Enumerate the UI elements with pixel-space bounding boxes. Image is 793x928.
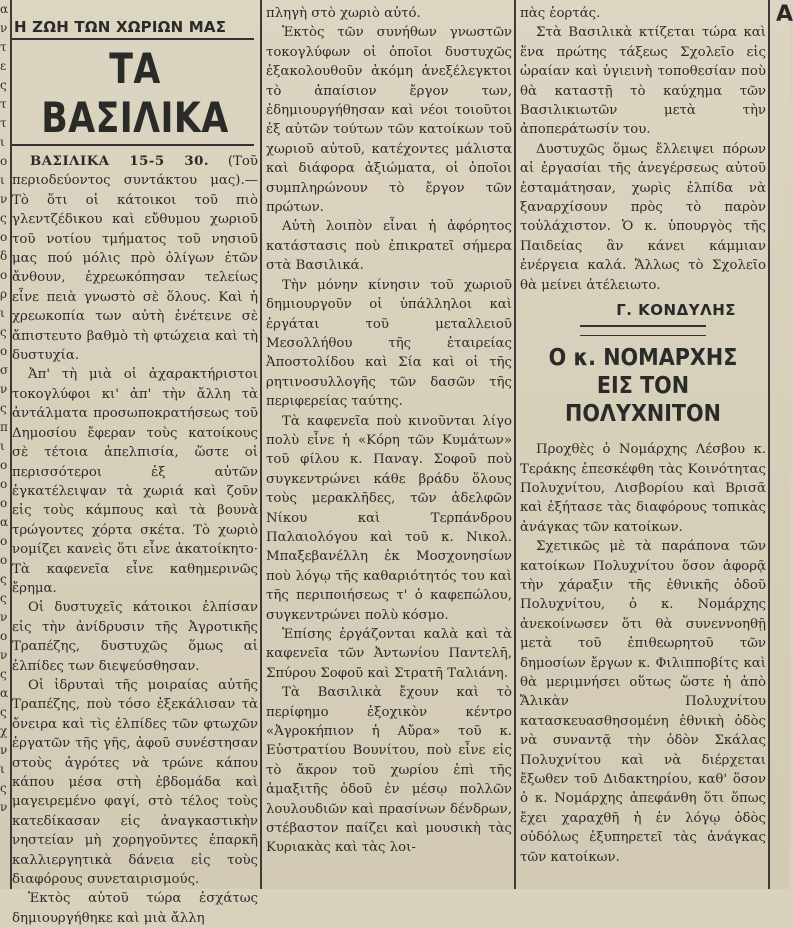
article-separator (580, 325, 706, 327)
column-1 (12, 0, 258, 926)
edge-glyph: ο (0, 534, 8, 548)
column-rule (260, 0, 262, 889)
paragraph-text: (Τοῦ περιοδεύοντος συντάκτου μας).— Τὸ ὅτι οἱ κάτοικοι τοῦ πιὸ γλεντζέδικου καὶ εὔθυμου χωριοῦ τοῦ νοτίου τμήματος τοῦ νησιοῦ μας πού μόλις πρὸ ὀλίγων ἐτῶν ἄνθουν, ἐχρεωκόπησαν τελείως εἶνε πειὰ γνωστὸ σὲ ὅλους. Καὶ ἡ χρεωκοπία των αὐτὴ ἐνέτεινε σὲ ἄπιστευτο βαθμὸ τὴ φτώχεια καὶ τὴ δυστυχία. (12, 154, 258, 364)
edge-glyph: ι (0, 135, 5, 149)
edge-glyph: α (0, 2, 9, 16)
edge-glyph: ν (0, 21, 8, 35)
article-paragraph (12, 152, 258, 365)
article-paragraph: Σχετικῶς μὲ τὰ παράπονα τῶν κατοίκων Πολυχνίτου ὅσον ἀφορᾷ τὴν χάραξιν τῆς ἐθνικῆς ὁδοῦ Πολυχνίτου, ὁ κ. Νομάρχης ἀνεκοίνωσεν ὅτι θὰ συνεννοηθῇ μετὰ τοῦ ἐπιθεωρητοῦ τῶν δημοσίων ἔργων κ. Φιλιπποβίτς καὶ θὰ μεριμνήσει οὕτως ὥστε ἡ ἀπὸ Ἄλικὰν Πολυχνίτου κατασκευασθησομένη ἐθνικὴ ὁδὸς νὰ συναντᾷ τὴν ὁδὸν Σκάλας Πολυχνίτου καὶ νὰ διέρχεται ἔξωθεν τοῦ Διδακτηρίου, καθ' ὅσον ὁ κ. Νομάρχης ἀπεφάνθη ὅτι ὅπως ἔχει χαραχθῆ ἡ ἐν λόγῳ ὁδὸς οὐδόλως ἐξυπηρετεῖ τὰς ἀνάγκας τῶν κατοίκων. (520, 539, 766, 865)
article-paragraph: Τὴν μόνην κίνησιν τοῦ χωριοῦ δημιουργοῦν οἱ ὑπάλληλοι καὶ ἐργάται τοῦ μεταλλειοῦ Μεσολλήθου τῆς ἑταιρείας Ἀποστολίδου καὶ Σία καὶ οἱ τῆς ρητινοσυλλογῆς τῶν δασῶν τῆς περιφερείας ταύτης. (266, 277, 512, 410)
article-headline: ΤΑ ΒΑΣΙΛΙΚΑ (41, 44, 229, 142)
edge-glyph: ς (0, 211, 7, 225)
right-edge-fragment: Α (776, 2, 793, 27)
edge-glyph: ο (0, 268, 8, 282)
byline: Γ. ΚΟΝΔΥΛΗΣ (616, 301, 736, 320)
article-paragraph: Προχθὲς ὁ Νομάρχης Λέσβου κ. Τεράκης ἐπεσκέφθη τὰς Κοινότητας Πολυχνίτου, Λισβορίου καὶ Βρισᾶ καὶ ἐξήτασε τὰς διαφόρους τοπικὰς ἀνάγκας τῶν κατοίκων. (520, 442, 766, 535)
edge-glyph: τ (0, 40, 7, 54)
section-kicker: Η ΖΩΗ ΤΩΝ ΧΩΡΙΩΝ ΜΑΣ (14, 18, 227, 36)
edge-glyph: ς (0, 572, 7, 586)
article-paragraph: Τὰ Βασιλικὰ ἔχουν καὶ τὸ περίφημο ἐξοχικὸν κέντρο «Ἀγροκήπιον ἡ Αὔρα» τοῦ κ. Εὐστρατίου Βουνίτου, ποὺ εἶνε εἰς τὸ ἄκρον τοῦ χωρίου ἐπὶ τῆς ἁμαξιτῆς ὁδοῦ ἐν μέσῳ πολλῶν λουλουδιῶν καὶ πρασίνων δένδρων, στέβαστον παίζει καὶ μουσικὴ τὰς Κυριακὰς καὶ τὰς λοι- (266, 685, 512, 856)
edge-glyph: ρ (0, 287, 8, 301)
left-edge-fragments (0, 0, 10, 817)
edge-glyph: ο (0, 344, 8, 358)
edge-glyph: ε (0, 59, 7, 73)
article-paragraph: Οἱ δυστυχεῖς κάτοικοι ἐλπίσαν εἰς τὴν ἀνίδρυσιν τῆς Ἀγροτικῆς Τραπέζης, δυστυχῶς ὅμως αἱ ἐλπίδες των διεψεύσθησαν. (12, 600, 258, 674)
edge-glyph: ς (0, 78, 7, 92)
edge-glyph: τ (0, 97, 7, 111)
edge-glyph: χ (0, 724, 8, 738)
column-3 (520, 0, 766, 889)
article-paragraph: Οἱ ἱδρυταὶ τῆς μοιραίας αὐτῆς Τραπέζης, ποὺ τόσο ἐξεκάλισαν τὰ ὄνειρα καὶ τὶς ἐλπίδες τῶν φτωχῶν ἐργατῶν τῆς γῆς, ἀφοῦ συνέστησαν στοὺς ἀγρότες νὰ τρώνε κάπου κάπου μέσα στὴ ἑβδομάδα καὶ μαγειρεμένο φαγί, στὸ τέλος τοὺς κατεδίκασαν εἰς ἀναγκαστικὴν νηστείαν μὴ χορηγοῦντες ἐπαρκῆ καλλιεργητικὰ δάνεια εἰς τοὺς διαφόρους συνεταιρισμούς. (12, 677, 258, 888)
edge-glyph: ν (0, 192, 8, 206)
edge-glyph: ν (0, 382, 8, 396)
edge-glyph: ο (0, 458, 8, 472)
kicker-rule (12, 38, 254, 40)
edge-glyph: ν (0, 800, 8, 814)
article-paragraph: Ἀπ' τὴ μιὰ οἱ ἀχαρακτήριστοι τοκογλύφοι κι' ἀπ' τὴν ἄλλη τὰ ἀντάλματα προσωποκρατήσεως τοῦ Δημοσίου ἔφεραν τοὺς κατοίκους σὲ τέτοια ἀπελπισία, ὥστε οἱ περισσότεροι ἐξ αὐτῶν ἐγκατέλειψαν τὰ χωριά καὶ ζοῦν εἰς τοὺς κάμπους καὶ τὰ βουνὰ τρώγοντες χόρτα σκέτα. Τὸ χωριὸ νομίζει κανεὶς ὅτι εἶνε ἀκατοίκητο· Τὰ καφενεῖα εἶνε καθημερινῶς ἔρημα. (12, 367, 258, 596)
article-paragraph: Ἐπίσης ἐργάζονται καλὰ καὶ τὰ καφενεῖα τῶν Ἀντωνίου Παντελῆ, Σπύρου Σοφοῦ καὶ Στρατῆ Ταλιάνη. (266, 627, 512, 681)
right-edge-column (772, 0, 793, 889)
edge-glyph: ι (0, 439, 5, 453)
edge-glyph: ο (0, 477, 8, 491)
edge-glyph: ν (0, 610, 8, 624)
edge-glyph: ς (0, 401, 7, 415)
edge-glyph: σ (0, 363, 9, 377)
edge-glyph: ο (0, 629, 8, 643)
edge-glyph: δ (0, 249, 8, 263)
article-paragraph: πληγὴ στὸ χωριὸ αὐτό. (266, 6, 421, 21)
edge-glyph: ο (0, 553, 8, 567)
edge-glyph: ν (0, 648, 8, 662)
edge-glyph: π (0, 420, 8, 434)
article-paragraph: Δυστυχῶς ὅμως ἔλλειψει πόρων αἱ ἐργασίαι τῆς ἀνεγέρσεως αὐτοῦ ἐσταμάτησαν, χωρὶς ἐλπίδα νὰ ξαναρχίσουν πρὸς τὸ παρὸν τοὐλάχιστον. Ὁ κ. ὑπουργὸς τῆς Παιδείας ἂν κάνει κάμμιαν ἐνέργεια καλά. Ἄλλως τὸ Σχολεῖο θὰ μείνει ἀτέλειωτο. (520, 141, 766, 293)
edge-glyph: ς (0, 591, 7, 605)
article-paragraph: Αὐτὴ λοιπὸν εἶναι ἡ ἀφόρητος κατάστασις ποὺ ἐπικρατεῖ σήμερα στὰ Βασιλικά. (266, 219, 512, 274)
article2-headline-line1: Ο κ. ΝΟΜΑΡΧΗΣ (548, 345, 738, 372)
edge-glyph: τ (0, 116, 7, 130)
edge-glyph: ι (0, 762, 5, 776)
column-rule (768, 0, 770, 889)
article-paragraph: Ἐκτὸς τῶν συνήθων γνωστῶν τοκογλύφων οἱ ὁποῖοι δυστυχῶς ἐξακολουθοῦν ἀκόμη ἀνεξέλεγκτοι τὸ ἀπαίσιον ἔργον των, ἐδημιουργήθησαν καὶ νέοι τοιοῦτοι ἐξ αὐτῶν τούτων τῶν κατοίκων τοῦ χωριοῦ αὐτοῦ, κατέχοντες μάλιστα καὶ διάφορα ἀξιώματα, οἱ ὁποῖοι συμπληρώνουν τὸ ἔργον τῶν πρώτων. (266, 25, 512, 216)
edge-glyph: ο (0, 230, 8, 244)
edge-glyph: ο (0, 154, 8, 168)
article-separator-thin (580, 335, 706, 336)
edge-glyph: α (0, 686, 9, 700)
edge-glyph: ν (0, 743, 8, 757)
column-rule (514, 0, 516, 889)
edge-glyph: ι (0, 173, 5, 187)
article2-headline (532, 344, 753, 428)
edge-glyph: ς (0, 667, 7, 681)
edge-glyph: ο (0, 496, 8, 510)
left-edge-column (0, 0, 10, 889)
edge-glyph: α (0, 515, 9, 529)
article-paragraph: πὰς ἑορτάς. (520, 6, 601, 21)
article2-headline-line2: ΕΙΣ ΤΟΝ ΠΟΛΥΧΝΙΤΟΝ (565, 373, 721, 428)
edge-glyph: ς (0, 325, 7, 339)
column-2 (266, 0, 512, 889)
edge-glyph: ς (0, 705, 7, 719)
edge-glyph: ι (0, 306, 5, 320)
dateline: ΒΑΣΙΛΙΚΑ 15-5 30. (30, 154, 209, 169)
article-paragraph: Ἐκτὸς αὐτοῦ τώρα ἐσχάτως δημιουργήθηκε καὶ μιὰ ἄλλη (12, 891, 258, 926)
edge-glyph: ς (0, 781, 7, 795)
headline-rule (12, 144, 254, 146)
article-paragraph: Στὰ Βασιλικὰ κτίζεται τώρα καὶ ἕνα πρώτης τάξεως Σχολεῖο εἰς ὡραίαν καὶ ὑγιεινὴ τοποθεσίαν ποὺ θὰ καταστῇ τὸ καύχημα τῶν Βασιλικιωτῶν μετὰ τὴν ἀποπεράτωσίν του. (520, 25, 766, 138)
article-paragraph: Τὰ καφενεῖα ποὺ κινοῦνται λίγο πολὺ εἶνε ἡ «Κόρη τῶν Κυμάτων» τοῦ φίλου κ. Παναγ. Σοφοῦ ποὺ συγκεντρώνει κάθε βράδυ ὅλους τοὺς μερακλῆδες, τῶν ἀδελφῶν Νίκου καὶ Τερπάνδρου Παλαιολόγου καὶ τοῦ κ. Νικολ. Μπαξεβανέλλη ἐκ Μοσχονησίων ποὺ λόγῳ τῆς καθαριότητός του καὶ τῆς περιποιήσεως τ' ὁ καφεπώλου, συγκεντρώνει πολὺ κόσμο. (266, 413, 512, 623)
